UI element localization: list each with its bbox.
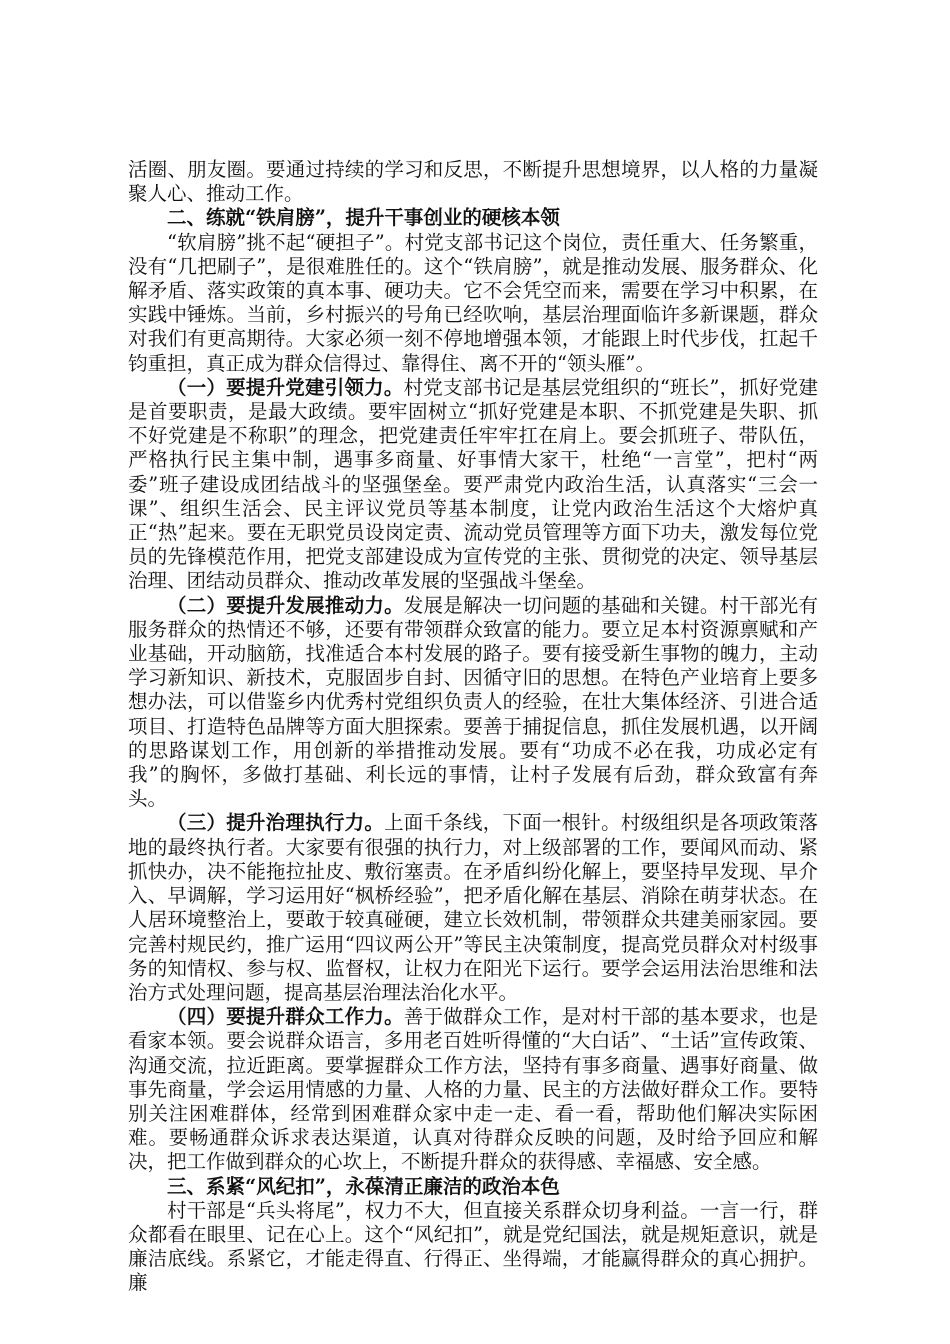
item-1-body: 村党支部书记是基层党组织的“班长”，抓好党建是首要职责，是最大政绩。要牢固树立“抓好党建是本职、不抓党建是失职、抓不好党建是不称职”的理念，把党建责任牢牢扛在肩上。要会抓班子、带队伍，严格执行民主集中制，遇事多商量、好事情大家干，杜绝“一言堂”，把村“两委”班子建设成团结战斗的坚强堡垒。要严肃党内政治生活，认真落实“三会一课”、组织生活会、民主评议党员等基本制度，让党内政治生活这个大熔炉真正“热”起来。要在无职党员设岗定责、流动党员管理等方面下功夫，激发每位党员的先锋模范作用，把党支部建设成为宣传党的主张、贯彻党的决定、领导基层治理、团结动员群众、推动改革发展的坚强战斗堡垒。 bbox=[128, 375, 818, 593]
section-3-intro-paragraph: 村干部是“兵头将尾”，权力不大，但直接关系群众切身利益。一言一行，群众都看在眼里、记在心上。这个“风纪扣”，就是党纪国法，就是规矩意识，就是廉洁底线。系紧它，才能走得直、行得正、坐得端，才能赢得群众的真心拥护。廉 bbox=[128, 1198, 818, 1295]
item-1-paragraph bbox=[128, 376, 818, 594]
item-4-paragraph bbox=[128, 1005, 818, 1174]
document-page bbox=[128, 158, 818, 1296]
intro-tail-paragraph: 活圈、朋友圈。要通过持续的学习和反思，不断提升思想境界，以人格的力量凝聚人心、推动工作。 bbox=[128, 158, 818, 206]
item-2-body: 发展是解决一切问题的基础和关键。村干部光有服务群众的热情还不够，还要有带领群众致富的能力。要立足本村资源禀赋和产业基础，开动脑筋，找准适合本村发展的路子。要有接受新生事物的魄力，主动学习新知识、新技术，克服固步自封、因循守旧的思想。在特色产业培育上要多想办法，可以借鉴乡内优秀村党组织负责人的经验，在壮大集体经济、引进合适项目、打造特色品牌等方面大胆探索。要善于捕捉信息，抓住发展机遇，以开阔的思路谋划工作，用创新的举措推动发展。要有“功成不必在我，功成必定有我”的胸怀，多做打基础、利长远的事情，让村子发展有后劲，群众致富有奔头。 bbox=[128, 593, 818, 811]
item-2-paragraph bbox=[128, 594, 818, 812]
item-2-lead: （二）要提升发展推动力。 bbox=[167, 593, 404, 617]
item-1-lead: （一）要提升党建引领力。 bbox=[167, 375, 404, 399]
section-2-intro-paragraph: “软肩膀”挑不起“硬担子”。村党支部书记这个岗位，责任重大、任务繁重，没有“几把刷子”，是很难胜任的。这个“铁肩膀”，就是推动发展、服务群众、化解矛盾、落实政策的真本事、硬功夫。它不会凭空而来，需要在学习中积累，在实践中锤炼。当前，乡村振兴的号角已经吹响，基层治理面临许多新课题，群众对我们有更高期待。大家必须一刻不停地增强本领，才能跟上时代步伐，扛起千钧重担，真正成为群众信得过、靠得住、离不开的“领头雁”。 bbox=[128, 230, 818, 375]
item-3-body: 上面千条线，下面一根针。村级组织是各项政策落地的最终执行者。大家要有很强的执行力，对上级部署的工作，要闻风而动、紧抓快办，决不能拖拉扯皮、敷衍塞责。在矛盾纠纷化解上，要坚持早发现、早介入、早调解，学习运用好“枫桥经验”，把矛盾化解在基层、消除在萌芽状态。在人居环境整治上，要敢于较真碰硬，建立长效机制，带领群众共建美丽家园。要完善村规民约，推广运用“四议两公开”等民主决策制度，提高党员群众对村级事务的知情权、参与权、监督权，让权力在阳光下运行。要学会运用法治思维和法治方式处理问题，提高基层治理法治化水平。 bbox=[128, 811, 818, 1004]
section-3-heading: 三、系紧“风纪扣”，永葆清正廉洁的政治本色 bbox=[167, 1174, 560, 1198]
item-3-paragraph bbox=[128, 811, 818, 1005]
item-3-lead: （三）提升治理执行力。 bbox=[167, 811, 385, 835]
section-2-heading: 二、练就“铁肩膀”，提升干事创业的硬核本领 bbox=[167, 206, 560, 230]
item-4-lead: （四）要提升群众工作力。 bbox=[167, 1005, 404, 1029]
item-4-body: 善于做群众工作，是对村干部的基本要求，也是看家本领。要会说群众语言，多用老百姓听得懂的“大白话”、“土话”宣传政策、沟通交流，拉近距离。要掌握群众工作方法，坚持有事多商量、遇事好商量、做事先商量，学会运用情感的力量、人格的力量、民主的方法做好群众工作。要特别关注困难群体，经常到困难群众家中走一走、看一看，帮助他们解决实际困难。要畅通群众诉求表达渠道，认真对待群众反映的问题，及时给予回应和解决，把工作做到群众的心坎上，不断提升群众的获得感、幸福感、安全感。 bbox=[128, 1005, 818, 1174]
